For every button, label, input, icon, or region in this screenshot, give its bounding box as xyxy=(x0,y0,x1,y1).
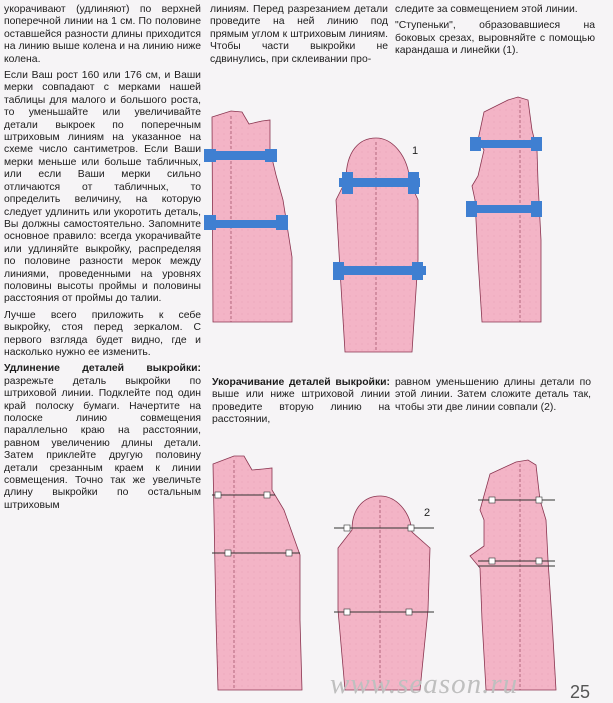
paragraph-body: разрежьте деталь выкройки по штриховой линии. Подклейте под один край полоску бумаги. Начертите на полоске линию совмещения параллельно краю на расстоянии, равном увеличению длины детали. Затем приклейте другую половину детали срезанным краем к линии совмещения. Точно так же увеличьте длину выкройки по остальным штриховым xyxy=(4,375,201,511)
alignment-strip xyxy=(205,220,287,228)
paragraph: укорачивают (удлиняют) по верхней поперечной линии на 1 см. По половине оставшейся разности длины приходится на линию выше колена и на линию ниже колена. xyxy=(4,4,201,65)
pattern-piece-front-1 xyxy=(204,111,292,322)
pattern-piece-sleeve-1 xyxy=(333,138,426,352)
pattern-piece-front-2 xyxy=(212,456,302,690)
figure-label-2: 2 xyxy=(424,507,431,519)
pattern-piece-back-1 xyxy=(466,97,542,322)
paragraph: следите за совмещением этой линии. xyxy=(395,4,578,15)
section-heading-lengthening: Удлинение деталей выкройки: xyxy=(4,363,201,375)
pattern-piece-sleeve-2 xyxy=(334,496,434,690)
paragraph: Лучше всего приложить к себе выкройку, стоя перед зеркалом. С первого взгляда будет видно, где и насколько нужно ее изменить. xyxy=(4,309,201,358)
paragraph: линиям. Перед разрезанием детали проведите на ней линию под прямым углом к штриховым линиям. Чтобы части выкройки не сдвинулись, при склеивании про- xyxy=(210,4,388,65)
figure-label-1: 1 xyxy=(412,145,419,157)
page-number: 25 xyxy=(570,682,591,702)
watermark: www.season.ru xyxy=(330,668,519,700)
paragraph-body: выше или ниже штриховой линии проведите вторую линию на расстоянии, xyxy=(212,389,390,426)
pattern-piece-back-2 xyxy=(470,460,556,690)
paragraph: "Ступеньки", образовавшиеся на боковых срезах, выровняйте с помощью карандаша и линейки (1). xyxy=(395,20,595,57)
section-heading-shortening: Укорачивание деталей выкройки: xyxy=(212,377,390,388)
paragraph: равном уменьшению длины детали по этой линии. Затем сложите деталь так, чтобы эти две линии совпали (2). xyxy=(395,377,591,413)
paragraph: Если Ваш рост 160 или 176 см, и Ваши мерки совпадают с мерками нашей таблицы для малого и большого роста, то уменьшайте или увеличивайте детали выкроек по поперечным штриховым линиям на указанное на схеме число сантиметров. Если Ваши мерки меньше или больше табличных, или если Ваши мерки сильно отличаются от табличных, то определить величину, на которую следует удлинить или укоротить деталь, Вы должны самостоятельно. Запомните основное правило: всегда укорачивайте или удлиняйте выкройку, распределяя по половине разности мерок между линиями, проведенными на уровнях половины высоты проймы и половины расстояния от проймы до талии. xyxy=(4,70,201,305)
